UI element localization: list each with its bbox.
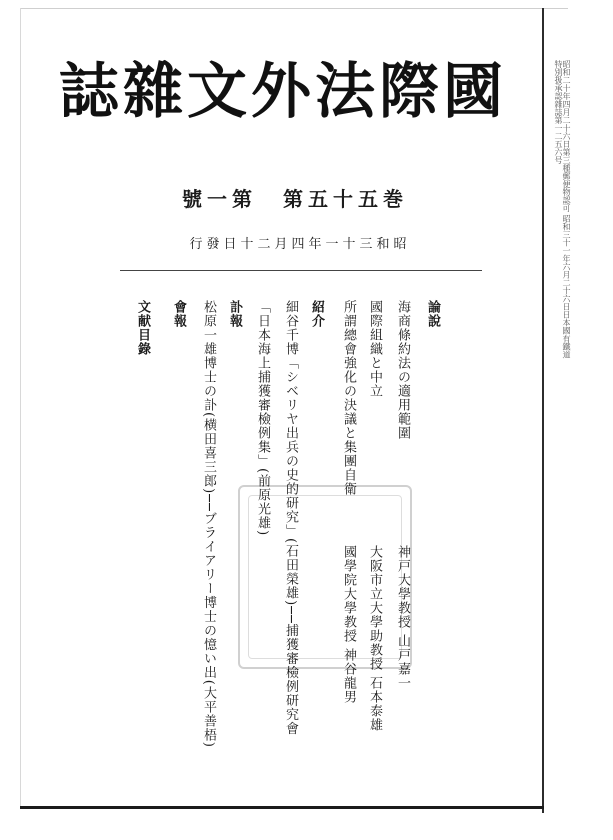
fuho-entry-1: 松原一雄博士の訃(横田喜三郎)──ブライアリー博士の憶い出(大平善梧) xyxy=(201,300,216,748)
volume-issue xyxy=(145,183,445,212)
section-bunken: 文献目錄 xyxy=(135,300,150,356)
bottom-rule xyxy=(20,806,544,809)
issue-number: 號一第 xyxy=(182,187,257,211)
article-2-author: 大阪市立大學助教授 石本泰雄 xyxy=(367,545,382,733)
page-edge-right xyxy=(542,8,544,813)
article-3-author: 國學院大學教授 神谷龍男 xyxy=(341,545,356,705)
section-ronsetsu: 論說 xyxy=(425,300,440,328)
article-1-title: 海商條約法の適用範圍 xyxy=(395,300,410,440)
shokai-entry-2: 「日本海上捕獲審檢例集」(前原光雄) xyxy=(255,300,270,537)
page-edge-left xyxy=(20,8,21,808)
article-3-title: 所謂總會強化の決議と集團自衛 xyxy=(341,300,356,496)
journal-title: 誌雜文外法際國 xyxy=(59,57,507,127)
page-edge-top xyxy=(20,8,568,9)
postal-registration-note: 昭和二十年四月二十六日第三種郵便物認可 昭和三十一年六月二十六日日本國有鐵道特別扱承認雜誌第一二五六号 xyxy=(554,60,571,359)
section-shokai: 紹介 xyxy=(309,300,324,328)
publication-date: 行發日十二月四年一十三和昭 xyxy=(189,237,411,252)
shokai-entry-1: 細谷千博「シベリヤ出兵の史的研究」(石田榮雄)──捕獲審檢例研究會 xyxy=(283,300,298,736)
section-fuho: 訃報 xyxy=(227,300,242,328)
toc-top-rule xyxy=(120,270,482,271)
article-1-author: 神戸大學教授 山戸嘉一 xyxy=(395,545,410,691)
volume-number: 第五十五巻 xyxy=(283,187,408,211)
article-2-title: 國際組織と中立 xyxy=(367,300,382,398)
section-kaiho: 會報 xyxy=(171,300,186,328)
